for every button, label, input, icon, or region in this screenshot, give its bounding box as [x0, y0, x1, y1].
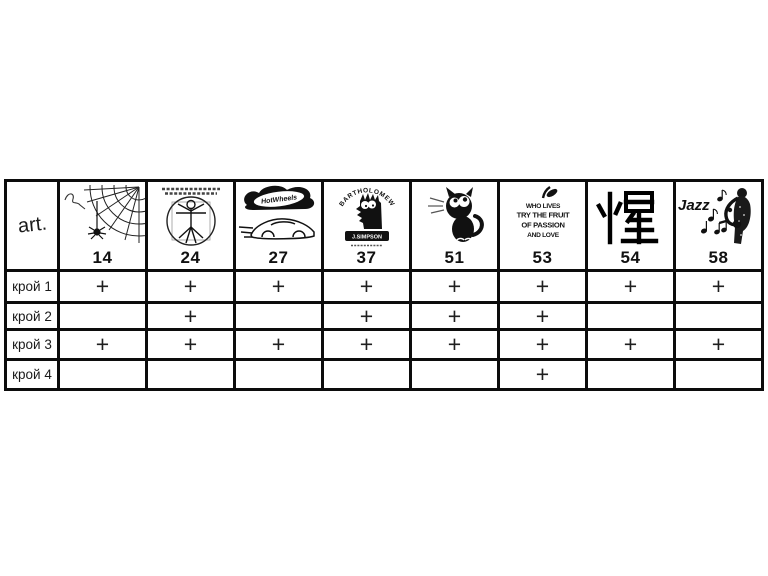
table-row	[6, 271, 763, 303]
table-cell	[411, 360, 499, 390]
bart-arc-text: BARTHOLOMEW	[337, 187, 396, 208]
table-cell: +	[147, 271, 235, 303]
vitruvian-man-icon	[149, 185, 233, 249]
table-cell: +	[411, 271, 499, 303]
table-cell: +	[59, 271, 147, 303]
table-cell: +	[499, 303, 587, 330]
table-cell: +	[235, 271, 323, 303]
black-cat-icon	[413, 185, 497, 249]
table-cell: +	[147, 303, 235, 330]
bart-head-silhouette	[356, 193, 382, 229]
table-cell: +	[411, 330, 499, 360]
hotwheels-logo-text: HotWheels	[260, 194, 297, 206]
apple-text-line: OF PASSION	[520, 220, 565, 230]
table-cell	[59, 303, 147, 330]
jazz-text: Jazz	[677, 197, 710, 214]
row-label: крой 4	[6, 360, 59, 390]
table-cell: +	[323, 330, 411, 360]
table-cell: +	[675, 330, 763, 360]
table-row	[6, 360, 763, 390]
header-row	[6, 181, 763, 271]
row-label: крой 2	[6, 303, 59, 330]
table-cell	[59, 360, 147, 390]
artwork-cell-37	[323, 181, 411, 271]
article-number: 14	[92, 248, 113, 267]
artwork-cell-27	[235, 181, 323, 271]
table-cell	[323, 360, 411, 390]
apple-text-line: WHO LIVES	[525, 203, 560, 210]
article-number: 51	[444, 248, 465, 267]
table-cell: +	[235, 330, 323, 360]
hotwheels-car-icon	[237, 185, 321, 249]
table-cell: +	[499, 271, 587, 303]
table-cell	[235, 303, 323, 330]
table-cell: +	[499, 360, 587, 390]
spider-web-icon	[61, 185, 145, 249]
saxophonist-silhouette	[725, 188, 750, 244]
jazz-saxophonist-icon	[677, 185, 761, 249]
table-cell: +	[323, 271, 411, 303]
table-cell	[235, 360, 323, 390]
artwork-cell-54	[587, 181, 675, 271]
table-cell: +	[147, 330, 235, 360]
row-label: крой 1	[6, 271, 59, 303]
table-cell: +	[59, 330, 147, 360]
art-label: art.	[16, 212, 48, 238]
bart-simpson-icon	[325, 185, 409, 249]
kanji-character-icon	[589, 185, 673, 249]
table-cell	[587, 303, 675, 330]
table-cell	[675, 360, 763, 390]
article-number: 54	[620, 248, 641, 267]
table-row	[6, 330, 763, 360]
article-number: 53	[532, 248, 553, 267]
article-number: 37	[356, 248, 377, 267]
table-cell: +	[499, 330, 587, 360]
artwork-cell-53	[499, 181, 587, 271]
table-cell: +	[675, 271, 763, 303]
handwritten-scribble	[65, 194, 85, 209]
apple-text-line: AND LOVE	[526, 232, 559, 239]
article-number: 24	[180, 248, 201, 267]
art-header-cell	[6, 181, 59, 271]
table-row	[6, 303, 763, 330]
table-cell: +	[587, 271, 675, 303]
artwork-cell-58	[675, 181, 763, 271]
text-apple-icon	[501, 185, 585, 249]
apple-text-line: TRY THE FRUIT	[516, 210, 569, 220]
artwork-cell-51	[411, 181, 499, 271]
table-cell	[675, 303, 763, 330]
artwork-cell-24	[147, 181, 235, 271]
bart-banner-text: J.SIMPSON	[351, 234, 382, 241]
table-cell	[587, 360, 675, 390]
table-cell	[147, 360, 235, 390]
table-cell: +	[323, 303, 411, 330]
table-cell: +	[587, 330, 675, 360]
article-number: 58	[708, 248, 729, 267]
artwork-cut-table	[4, 179, 764, 391]
article-number: 27	[268, 248, 289, 267]
row-label: крой 3	[6, 330, 59, 360]
table-cell: +	[411, 303, 499, 330]
artwork-cell-14	[59, 181, 147, 271]
